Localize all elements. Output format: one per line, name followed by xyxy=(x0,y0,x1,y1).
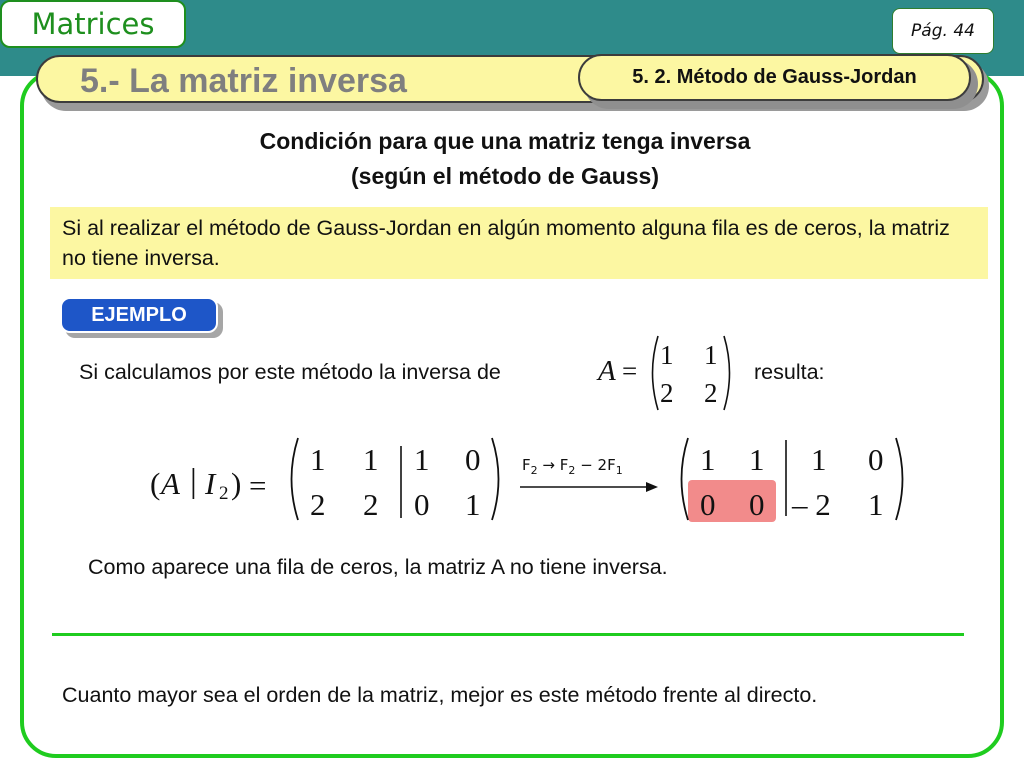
aug-cell: 2 xyxy=(363,487,379,522)
section-title: 5.- La matriz inversa xyxy=(80,62,407,100)
app-title: Matrices xyxy=(0,0,186,48)
subsection-title: 5. 2. Método de Gauss-Jordan xyxy=(578,54,971,101)
result-cell: 0 xyxy=(700,487,716,522)
aug-separator xyxy=(399,446,403,518)
aug-equals: = xyxy=(249,468,267,503)
condition-heading-line2: (según el método de Gauss) xyxy=(351,163,659,189)
aug-cell: 0 xyxy=(465,442,481,477)
aug-cell: 1 xyxy=(465,487,481,522)
row-operation: $F_2 \to F_2 - 2F_1$ xyxy=(522,456,623,477)
matrix-a-cell: 2 xyxy=(660,378,674,408)
condition-heading-line1: Condición para que una matriz tenga inversa xyxy=(259,128,751,154)
aug-cell: 2 xyxy=(310,487,326,522)
aug-i-subscript: 2 xyxy=(219,483,229,504)
matrix-a-right-paren xyxy=(722,334,736,412)
aug-bar: | xyxy=(190,463,197,500)
aug-cell: 1 xyxy=(414,442,430,477)
conclusion-text: Como aparece una fila de ceros, la matriz A no tiene inversa. xyxy=(88,555,668,579)
aug-cell: 1 xyxy=(363,442,379,477)
result-cell: 0 xyxy=(868,442,884,477)
aug-right-paren xyxy=(490,436,506,522)
result-separator xyxy=(784,440,788,516)
example-badge: EJEMPLO xyxy=(60,297,218,333)
matrix-a-left-paren xyxy=(646,334,660,412)
matrix-name: A xyxy=(598,355,616,387)
result-cell: – 2 xyxy=(792,487,831,522)
result-cell: 0 xyxy=(749,487,765,522)
aug-i-symbol: I xyxy=(205,466,216,501)
matrix-a-cell: 1 xyxy=(704,340,718,370)
aug-cell: 1 xyxy=(310,442,326,477)
result-cell: 1 xyxy=(811,442,827,477)
result-cell: 1 xyxy=(700,442,716,477)
page-number: Pág. 44 xyxy=(892,8,994,54)
footer-note: Cuanto mayor sea el orden de la matriz, mejor es este método frente al directo. xyxy=(62,683,818,707)
result-left-paren xyxy=(674,436,690,522)
aug-cell: 0 xyxy=(414,487,430,522)
aug-open-paren: ( xyxy=(150,466,161,501)
result-cell: 1 xyxy=(749,442,765,477)
condition-heading xyxy=(60,124,950,194)
result-cell: 1 xyxy=(868,487,884,522)
rule-box: Si al realizar el método de Gauss-Jordan en algún momento alguna fila es de ceros, la matriz no tiene inversa. xyxy=(50,207,988,279)
example-tail-text: resulta: xyxy=(754,360,825,384)
row-operation-arrow xyxy=(520,480,660,494)
aug-left-paren xyxy=(284,436,300,522)
matrix-equals: = xyxy=(622,356,638,386)
matrix-a-cell: 1 xyxy=(660,340,674,370)
result-right-paren xyxy=(894,436,910,522)
section-divider xyxy=(52,633,964,636)
aug-a-symbol: A xyxy=(161,466,180,501)
aug-close-paren: ) xyxy=(231,466,242,501)
matrix-a-cell: 2 xyxy=(704,378,718,408)
example-lead-text: Si calculamos por este método la inversa de xyxy=(79,360,501,384)
